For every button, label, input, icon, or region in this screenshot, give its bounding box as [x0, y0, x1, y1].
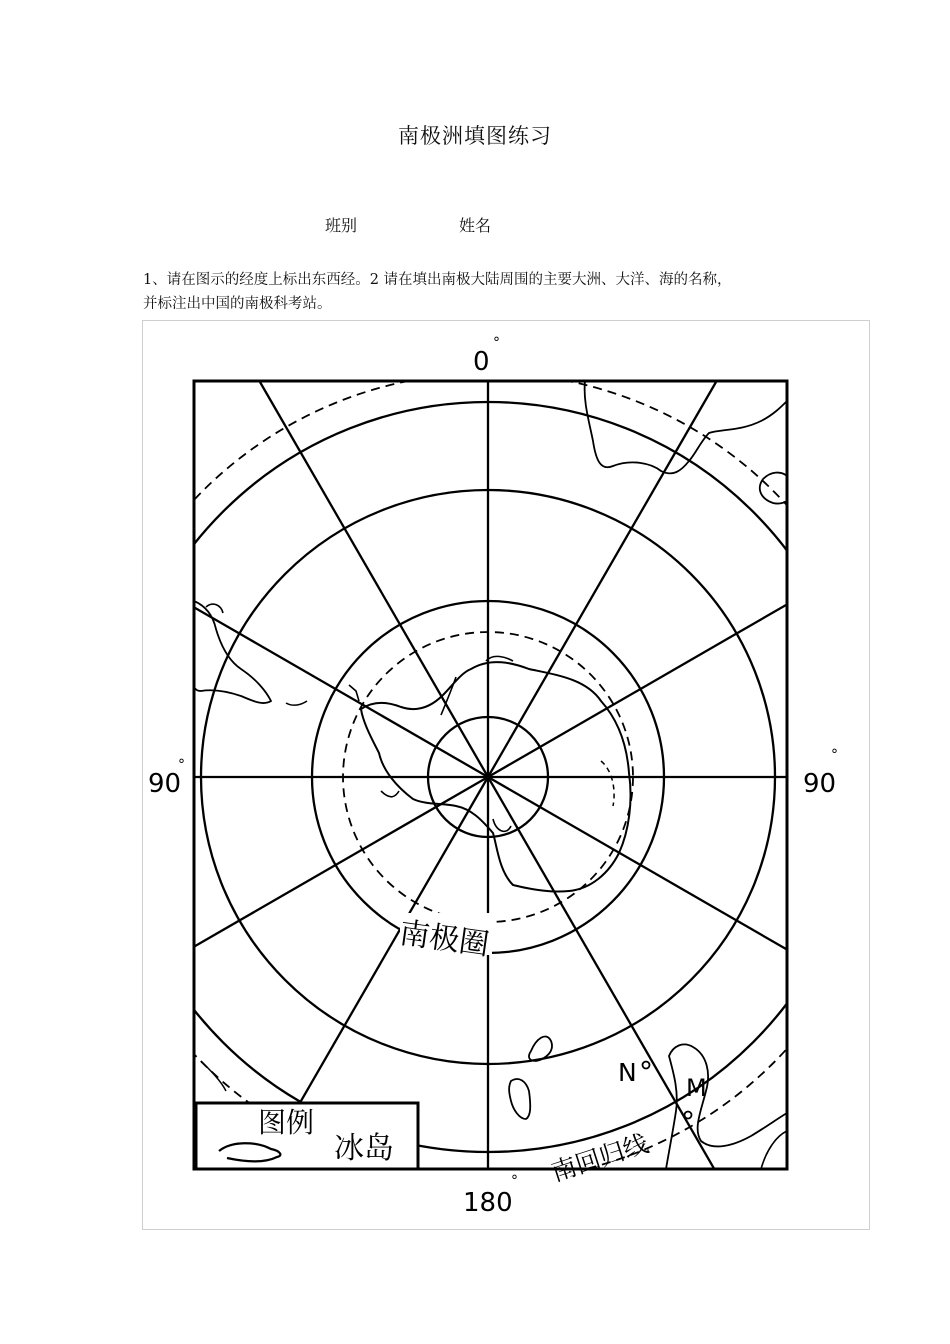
lon-degree-top: ° — [493, 335, 500, 351]
antarctic-circle-label — [397, 913, 492, 963]
page-title: 南极洲填图练习 — [398, 124, 552, 148]
point-n-label: N — [618, 1058, 637, 1087]
class-label: 班别 — [325, 216, 358, 235]
question-line-2: 并标注出中国的南极科考站。 — [143, 296, 332, 312]
meridians — [143, 381, 869, 1172]
lon-label-right: 90 — [803, 769, 837, 799]
lon-degree-right: ° — [831, 747, 838, 763]
name-label: 姓名 — [459, 216, 492, 235]
svg-text:南回归线: 南回归线 — [547, 1128, 652, 1188]
point-m-marker — [685, 1112, 692, 1119]
tropic-of-capricorn-label — [548, 1129, 652, 1187]
svg-text:南极圈: 南极圈 — [397, 915, 492, 963]
point-n-marker — [643, 1062, 650, 1069]
map-svg — [143, 321, 869, 1229]
lon-label-left: 90 — [148, 769, 182, 799]
lon-label-bottom: 180 — [463, 1188, 513, 1218]
svg-text:图例: 图例 — [258, 1106, 315, 1139]
island-2 — [509, 1079, 530, 1119]
south-america-coast — [194, 601, 271, 703]
question — [143, 268, 843, 316]
question-line-1: 1、请在图示的经度上标出东西经。2 请在填出南极大陆周围的主要大洲、大洋、海的名称， — [143, 272, 732, 288]
point-m-label: M — [686, 1074, 707, 1102]
lon-label-top: 0 — [473, 347, 490, 377]
antarctica-map — [142, 320, 870, 1230]
lon-degree-bottom: ° — [511, 1173, 518, 1189]
lon-degree-left: ° — [178, 757, 185, 773]
legend — [196, 1103, 418, 1169]
svg-text:冰岛: 冰岛 — [334, 1131, 394, 1166]
